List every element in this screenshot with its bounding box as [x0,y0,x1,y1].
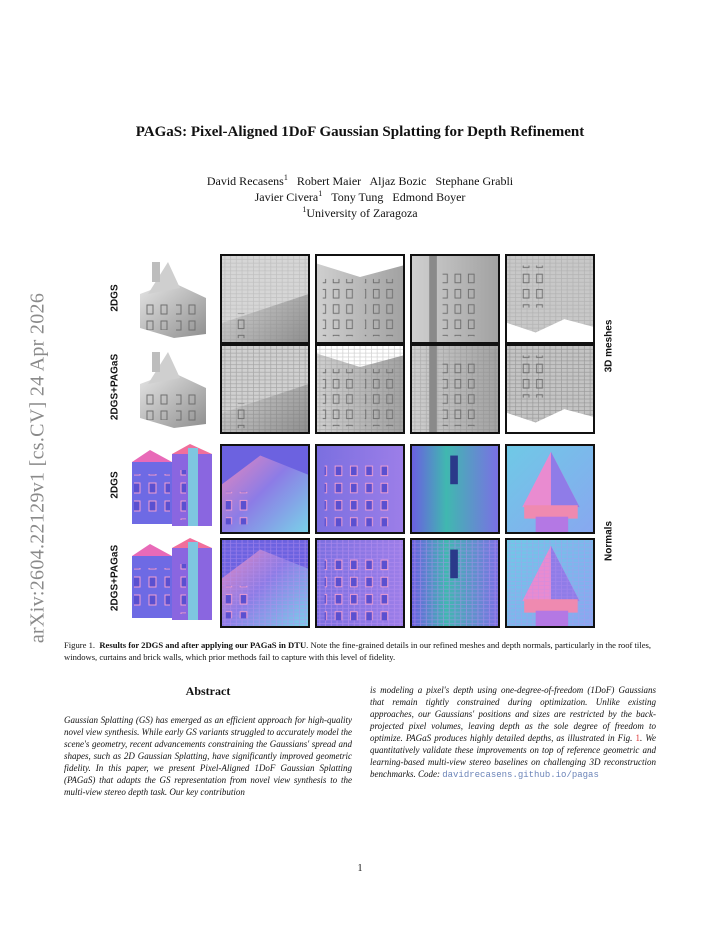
affiliation-marker: 1 [302,205,307,214]
author-names: Robert Maier Aljaz Bozic Stephane Grabli [296,174,514,188]
author-name: David Recasens [206,174,284,188]
mesh-crop-windows [315,344,405,434]
page-number: 1 [357,863,363,874]
abstract-text: is modeling a pixel's depth using one-degree-of-freedom (1DoF) Gaussians that remain tightly constrained during optimization. Unlike existing approaches, our Gaussians' positions and sizes are restricted by the back-projected pixel volumes, leaving depth as the sole degree of freedom to optimize. PAGaS produces highly detailed depths, as illustrated in Fig. [370,685,656,743]
mesh-crop-tower [410,254,500,344]
normals-crop-turret [505,538,595,628]
mesh-building-thumbnail [130,344,214,428]
mesh-building-thumbnail [130,254,214,338]
normals-building-thumbnail [130,444,214,528]
author-name: Javier Civera [254,190,319,204]
mesh-crop-tower [410,344,500,434]
normals-crop-roof [220,444,310,534]
normals-crop-tower [410,538,500,628]
mesh-crop-wall [505,344,595,434]
figure-reference-link[interactable]: 1 [635,733,640,743]
caption-label: Figure 1. [64,640,96,650]
normals-crop-roof [220,538,310,628]
arxiv-identifier: arXiv:2604.22129v1 [cs.CV] 24 Apr 2026 [26,292,49,644]
affiliation-marker: 1 [318,189,323,198]
normals-crop-windows [315,444,405,534]
mesh-crop-windows [315,254,405,344]
abstract-heading: Abstract [185,684,231,698]
caption-text: . Note the fine-grained details in our refined meshes and depth normals, particularly in the roof tiles, windows, curtains and brick walls, which prior methods fail to capture with this level of fidelity. [64,640,652,662]
mesh-crop-wall [505,254,595,344]
normals-building-thumbnail [130,538,214,622]
code-url-link[interactable]: davidrecasens.github.io/pagas [442,770,599,780]
mesh-crop-roof [220,254,310,344]
affiliation [0,202,720,221]
abstract-right-column [370,684,656,781]
normals-crop-windows [315,538,405,628]
author-names: Tony Tung Edmond Boyer [331,190,466,204]
caption-bold: Results for 2DGS and after applying our PAGaS in DTU [99,640,307,650]
normals-crop-turret [505,444,595,534]
abstract-text: . We quantitatively validate these improvements on top of reference geometric and learning-based multi-view stereo baselines on challenging 3D reconstruction benchmarks. Code: [370,733,656,779]
normals-crop-tower [410,444,500,534]
mesh-crop-roof [220,344,310,434]
paper-title: PAGaS: Pixel-Aligned 1DoF Gaussian Splatting for Depth Refinement [135,124,585,140]
affiliation-marker: 1 [283,173,288,182]
figure-caption [64,639,656,663]
affiliation-name: University of Zaragoza [306,206,418,220]
abstract-left-column: Gaussian Splatting (GS) has emerged as an efficient approach for high-quality novel view synthesis. While early GS variants struggled to accurately model the scene's geometry, recent advancements constraining the Gaussians' spread and shapes, such as 2D Gaussian Splatting, have significantly improved geometric fidelity. In this paper, we present Pixel-Aligned 1DoF Gaussian Splatting (PAGaS) that adapts the GS representation from novel view synthesis to the multi-view stereo depth task. Our key contribution [64,715,352,797]
